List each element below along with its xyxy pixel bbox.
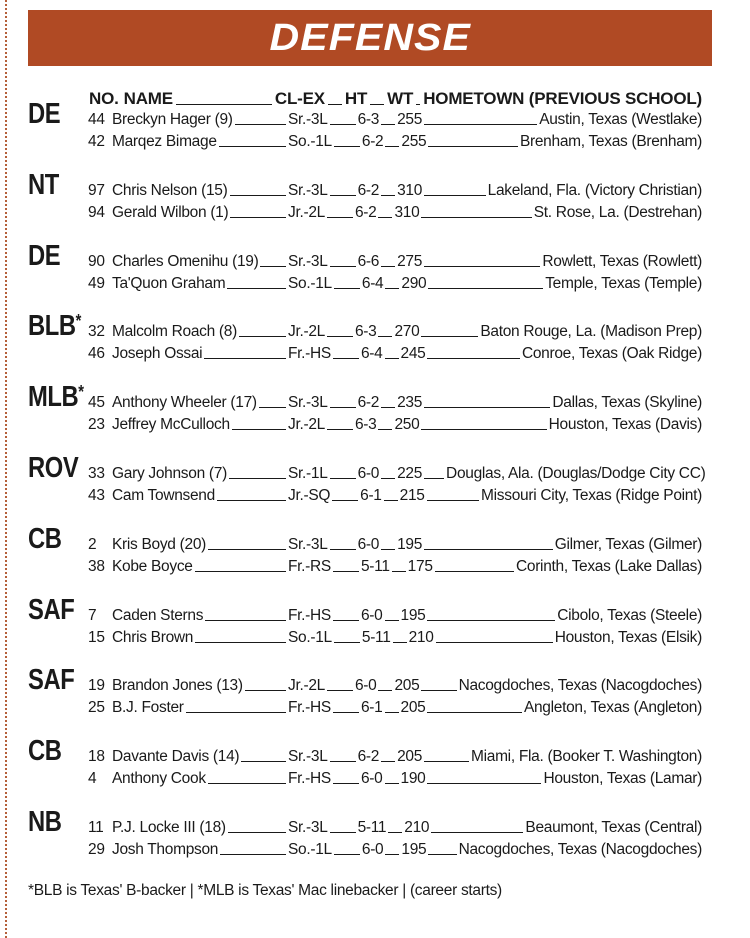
player-weight: 210: [404, 819, 430, 836]
position-label: [28, 168, 59, 201]
leader-rule: [378, 690, 392, 691]
leader-rule: [334, 146, 360, 147]
player-hometown: Miami, Fla. (Booker T. Washington): [471, 748, 702, 766]
player-height: 6-2: [357, 394, 380, 412]
position-label: [28, 808, 62, 837]
player-name: Breckyn Hager (9): [112, 111, 233, 128]
player-number: 97: [88, 181, 105, 199]
player-name: Gerald Wilbon (1): [112, 203, 229, 221]
position-label-text: SAF: [28, 664, 75, 697]
player-name: Malcolm Roach (8): [112, 323, 237, 341]
player-hometown: Gilmer, Texas (Gilmer): [554, 535, 702, 553]
position-label-text: DE: [28, 98, 61, 130]
leader-rule: [332, 500, 358, 501]
leader-rule: [378, 336, 392, 337]
leader-rule: [424, 761, 469, 762]
position-footnote-star: *: [75, 311, 81, 332]
player-class-experience: Jr.-2L: [288, 416, 325, 434]
leader-rule: [428, 854, 456, 855]
player-name-cell: [112, 345, 288, 363]
player-height: 6-2: [357, 181, 380, 199]
player-number: 44: [88, 111, 105, 128]
player-number: 90: [88, 252, 105, 270]
leader-rule: [330, 549, 356, 550]
player-height: 6-0: [360, 770, 383, 788]
player-row: [88, 180, 702, 200]
player-hometown: Cibolo, Texas (Steele): [557, 606, 702, 624]
leader-rule: [239, 336, 286, 337]
player-weight: 310: [394, 203, 420, 221]
leader-rule: [378, 429, 392, 430]
leader-rule: [421, 690, 456, 691]
player-class-experience: Jr.-2L: [288, 203, 325, 221]
player-weight: 235: [397, 394, 423, 412]
player-class-experience: So.-1L: [288, 628, 332, 646]
leader-rule: [186, 712, 286, 713]
player-row: [88, 817, 702, 837]
position-label: [28, 593, 75, 626]
player-class-experience: Sr.-3L: [288, 748, 328, 766]
position-label: [28, 522, 62, 555]
player-row: [88, 414, 702, 434]
leader-rule: [245, 690, 286, 691]
header-no: NO.: [89, 89, 119, 108]
player-name-cell: [112, 323, 288, 341]
player-height: 6-0: [360, 606, 383, 624]
player-height: 6-2: [354, 203, 377, 221]
player-name-cell: [112, 748, 288, 766]
leader-rule: [378, 217, 392, 218]
player-row: [88, 485, 702, 505]
player-height: 6-1: [360, 487, 382, 504]
leader-rule: [259, 407, 286, 408]
player-class-experience: So.-1L: [288, 133, 332, 150]
player-name-cell: [112, 770, 288, 788]
player-height: 5-11: [357, 819, 387, 836]
player-hometown: Austin, Texas (Westlake): [539, 111, 702, 128]
section-title: DEFENSE: [269, 16, 471, 59]
position-label-text: NT: [28, 168, 59, 201]
player-height: 6-4: [361, 274, 384, 292]
leader-rule: [235, 124, 286, 125]
player-hometown: Temple, Texas (Temple): [545, 274, 702, 292]
header-ht: HT: [344, 89, 368, 108]
player-number: 23: [88, 416, 105, 434]
player-height: 6-0: [361, 841, 384, 858]
player-number: 45: [88, 394, 105, 412]
leader-rule: [230, 195, 287, 196]
position-label: [28, 312, 81, 341]
player-row: [88, 534, 702, 554]
player-height: 5-11: [361, 628, 391, 646]
player-row: [88, 697, 702, 717]
player-row: [88, 627, 702, 647]
player-hometown: Conroe, Texas (Oak Ridge): [521, 345, 702, 363]
leader-rule: [330, 124, 356, 125]
position-label-text: BLB: [28, 310, 76, 343]
leader-rule: [327, 429, 353, 430]
player-class-experience: Jr.-2L: [288, 323, 325, 341]
player-number: 38: [88, 557, 105, 575]
leader-rule: [381, 478, 395, 479]
leader-rule: [381, 407, 395, 408]
player-row: [88, 321, 702, 341]
player-row: [88, 131, 702, 151]
player-weight: 255: [397, 111, 423, 128]
player-number: 42: [88, 133, 105, 150]
player-hometown: Houston, Texas (Elsik): [554, 628, 702, 646]
player-hometown: Dallas, Texas (Skyline): [552, 394, 702, 412]
player-number: 43: [88, 487, 105, 504]
leader-rule: [424, 478, 444, 479]
player-weight: 205: [394, 677, 420, 695]
player-number: 15: [88, 628, 105, 646]
leader-rule: [428, 146, 518, 147]
leader-rule: [334, 288, 360, 289]
player-row: [88, 675, 702, 695]
player-height: 6-3: [354, 416, 377, 434]
position-label-text: MLB: [28, 381, 79, 414]
leader-rule: [431, 832, 523, 833]
player-number: 18: [88, 748, 105, 766]
position-label: [28, 239, 61, 272]
player-class-experience: Sr.-1L: [288, 465, 328, 482]
player-name: Anthony Cook: [112, 770, 206, 788]
player-height: 6-4: [360, 345, 383, 363]
leader-rule: [384, 500, 398, 501]
player-number: 19: [88, 677, 105, 695]
player-hometown: Houston, Texas (Davis): [548, 416, 702, 434]
player-height: 6-3: [354, 323, 377, 341]
player-row: [88, 202, 702, 222]
position-label: [28, 383, 84, 412]
leader-rule: [220, 854, 286, 855]
leader-rule: [424, 549, 553, 550]
player-class-experience: Jr.-SQ: [288, 487, 331, 504]
leader-rule: [333, 783, 359, 784]
leader-rule: [385, 288, 399, 289]
leader-rule: [385, 854, 399, 855]
player-hometown: Brenham, Texas (Brenham): [519, 133, 702, 150]
leader-rule: [260, 266, 286, 267]
player-class-experience: Fr.-HS: [288, 770, 331, 788]
player-weight: 275: [397, 252, 423, 270]
leader-rule: [330, 266, 356, 267]
player-weight: 245: [400, 345, 426, 363]
player-height: 5-11: [360, 557, 390, 575]
player-name-cell: [112, 677, 288, 695]
player-name-cell: [112, 253, 288, 271]
leader-rule: [421, 217, 531, 218]
player-row: [88, 273, 702, 293]
leader-rule: [388, 832, 402, 833]
player-name: Chris Nelson (15): [112, 181, 228, 199]
player-name-cell: [112, 111, 288, 129]
player-name: Kobe Boyce: [112, 557, 193, 575]
position-label-text: CB: [28, 522, 62, 555]
player-class-experience: Fr.-HS: [288, 345, 331, 363]
leader-rule: [421, 429, 546, 430]
leader-rule: [330, 478, 356, 479]
player-row: [88, 768, 702, 788]
leader-rule: [327, 217, 353, 218]
player-number: 46: [88, 345, 105, 363]
leader-rule: [385, 783, 399, 784]
player-row: [88, 746, 702, 766]
player-weight: 210: [408, 628, 434, 646]
player-name-cell: [112, 465, 288, 483]
player-height: 6-0: [357, 465, 380, 482]
player-weight: 175: [407, 557, 433, 575]
leader-rule: [424, 407, 550, 408]
player-name-cell: [112, 275, 288, 293]
leader-rule: [333, 712, 359, 713]
player-name: Josh Thompson: [112, 841, 219, 858]
player-number: 33: [88, 465, 105, 482]
player-name-cell: [112, 536, 288, 554]
player-row: [88, 343, 702, 363]
leader-rule: [230, 217, 286, 218]
player-number: 29: [88, 841, 105, 858]
leader-rule: [204, 358, 286, 359]
player-height: 6-3: [357, 111, 380, 128]
position-label-text: ROV: [28, 452, 79, 484]
leader-rule: [385, 146, 399, 147]
player-number: 4: [88, 770, 97, 788]
leader-rule: [381, 549, 395, 550]
leader-rule: [333, 571, 359, 572]
player-name-cell: [112, 416, 288, 434]
player-number: 49: [88, 274, 105, 292]
player-number: 7: [88, 606, 97, 624]
player-name-cell: [112, 629, 288, 647]
player-name: Chris Brown: [112, 628, 194, 646]
player-weight: 255: [401, 133, 427, 150]
player-weight: 225: [397, 465, 423, 482]
player-name-cell: [112, 133, 288, 151]
leader-rule: [330, 832, 356, 833]
player-name-cell: [112, 182, 288, 200]
player-hometown: Rowlett, Texas (Rowlett): [542, 252, 702, 270]
player-name-cell: [112, 558, 288, 576]
player-row: [88, 556, 702, 576]
leader-rule: [334, 642, 360, 643]
leader-rule: [330, 407, 356, 408]
leader-rule: [381, 195, 395, 196]
player-hometown: Beaumont, Texas (Central): [525, 819, 702, 836]
player-weight: 310: [397, 181, 423, 199]
leader-rule: [217, 500, 286, 501]
leader-rule: [219, 146, 286, 147]
leader-rule: [205, 620, 286, 621]
player-weight: 195: [400, 606, 426, 624]
leader-rule: [427, 358, 520, 359]
leader-rule: [424, 266, 540, 267]
player-name-cell: [112, 204, 288, 222]
player-name: Ta'Quon Graham: [112, 274, 226, 292]
player-name-cell: [112, 394, 288, 412]
player-weight: 215: [399, 487, 425, 504]
header-name: NAME: [123, 89, 173, 108]
player-weight: 205: [397, 748, 423, 766]
player-class-experience: Sr.-3L: [288, 111, 328, 128]
leader-rule: [421, 336, 478, 337]
player-class-experience: Sr.-3L: [288, 181, 328, 199]
player-weight: 205: [400, 699, 426, 717]
player-hometown: St. Rose, La. (Destrehan): [533, 203, 702, 221]
leader-rule: [428, 288, 543, 289]
header-hometown: HOMETOWN (PREVIOUS SCHOOL): [423, 89, 702, 108]
player-row: [88, 605, 702, 625]
leader-rule: [427, 500, 479, 501]
leader-rule: [229, 478, 286, 479]
position-label-text: CB: [28, 735, 62, 768]
position-label: [28, 454, 78, 483]
leader-rule: [427, 783, 541, 784]
player-number: 2: [88, 535, 97, 553]
leader-rule: [435, 571, 514, 572]
leader-rule: [424, 124, 537, 125]
player-name: Jeffrey McCulloch: [112, 416, 230, 434]
player-weight: 195: [401, 841, 427, 858]
player-row: [88, 463, 706, 483]
leader-rule: [424, 195, 486, 196]
position-label-text: NB: [28, 806, 62, 838]
leader-rule: [330, 761, 356, 762]
leader-rule: [334, 854, 360, 855]
player-class-experience: Jr.-2L: [288, 677, 325, 695]
player-class-experience: Sr.-3L: [288, 252, 328, 270]
leader-rule: [381, 266, 395, 267]
player-name: P.J. Locke III (18): [112, 819, 226, 836]
player-number: 32: [88, 323, 105, 341]
player-row: [88, 839, 702, 859]
player-height: 6-2: [357, 748, 380, 766]
leader-rule: [427, 620, 555, 621]
player-name-cell: [112, 841, 288, 859]
player-class-experience: So.-1L: [288, 274, 332, 292]
player-name: Caden Sterns: [112, 606, 204, 624]
leader-rule: [241, 761, 286, 762]
position-label: [28, 100, 60, 129]
leader-rule: [381, 124, 395, 125]
player-row: [88, 392, 702, 412]
leader-rule: [392, 571, 406, 572]
player-name: Brandon Jones (13): [112, 677, 243, 695]
position-label-text: SAF: [28, 593, 75, 626]
leader-rule: [232, 429, 286, 430]
player-name: B.J. Foster: [112, 699, 184, 717]
player-weight: 190: [400, 770, 426, 788]
player-name: Marqez Bimage: [112, 133, 217, 150]
leader-rule: [381, 761, 395, 762]
player-row: [88, 109, 702, 129]
leader-rule: [427, 712, 521, 713]
player-weight: 195: [397, 535, 423, 553]
header-wt: WT: [387, 89, 414, 108]
player-hometown: Corinth, Texas (Lake Dallas): [515, 557, 702, 575]
player-hometown: Houston, Texas (Lamar): [543, 770, 702, 788]
leader-rule: [195, 642, 286, 643]
player-class-experience: Sr.-3L: [288, 394, 328, 412]
footnote: *BLB is Texas' B-backer | *MLB is Texas' Mac linebacker | (career starts): [28, 882, 502, 899]
player-name-cell: [112, 607, 288, 625]
leader-rule: [385, 620, 399, 621]
player-name: Kris Boyd (20): [112, 535, 206, 553]
leader-rule: [393, 642, 407, 643]
leader-rule: [330, 195, 356, 196]
leader-rule: [333, 620, 359, 621]
leader-rule: [228, 832, 286, 833]
position-label: [28, 666, 74, 695]
player-class-experience: Fr.-HS: [288, 606, 331, 624]
player-weight: 250: [394, 416, 420, 434]
player-hometown: Missouri City, Texas (Ridge Point): [481, 487, 702, 504]
player-hometown: Nacogdoches, Texas (Nacogdoches): [458, 677, 702, 695]
player-class-experience: Sr.-3L: [288, 819, 328, 836]
leader-rule: [436, 642, 553, 643]
player-hometown: Angleton, Texas (Angleton): [523, 699, 702, 717]
player-hometown: Lakeland, Fla. (Victory Christian): [487, 181, 702, 199]
leader-rule: [385, 712, 399, 713]
player-class-experience: Fr.-RS: [288, 557, 331, 575]
player-class-experience: So.-1L: [288, 841, 332, 858]
leader-rule: [327, 336, 353, 337]
leader-rule: [208, 549, 286, 550]
player-height: 6-0: [354, 677, 377, 695]
player-name: Charles Omenihu (19): [112, 252, 259, 270]
player-name: Anthony Wheeler (17): [112, 394, 257, 412]
player-name: Joseph Ossai: [112, 345, 203, 363]
player-number: 11: [88, 819, 104, 836]
player-name-cell: [112, 699, 288, 717]
player-height: 6-1: [360, 699, 383, 717]
player-hometown: Baton Rouge, La. (Madison Prep): [480, 323, 702, 341]
player-class-experience: Sr.-3L: [288, 535, 328, 553]
player-hometown: Nacogdoches, Texas (Nacogdoches): [458, 841, 702, 858]
player-weight: 290: [401, 274, 427, 292]
header-clex: CL-EX: [274, 89, 325, 108]
player-height: 6-2: [361, 133, 384, 150]
leader-rule: [385, 358, 399, 359]
position-footnote-star: *: [78, 382, 84, 403]
player-name: Davante Davis (14): [112, 748, 240, 766]
player-name: Cam Townsend: [112, 487, 215, 504]
player-row: [88, 251, 702, 271]
player-name: Gary Johnson (7): [112, 465, 227, 482]
player-height: 6-0: [357, 535, 380, 553]
leader-rule: [327, 690, 353, 691]
player-hometown: Douglas, Ala. (Douglas/Dodge City CC): [446, 465, 706, 482]
player-number: 94: [88, 203, 105, 221]
leader-rule: [195, 571, 286, 572]
leader-rule: [227, 288, 286, 289]
player-class-experience: Fr.-HS: [288, 699, 331, 717]
player-height: 6-6: [357, 252, 380, 270]
position-label: [28, 737, 62, 766]
player-number: 25: [88, 699, 105, 717]
player-name-cell: [112, 819, 288, 837]
player-weight: 270: [394, 323, 420, 341]
leader-rule: [333, 358, 359, 359]
leader-rule: [208, 783, 286, 784]
position-label-text: DE: [28, 239, 61, 272]
player-name-cell: [112, 487, 288, 505]
